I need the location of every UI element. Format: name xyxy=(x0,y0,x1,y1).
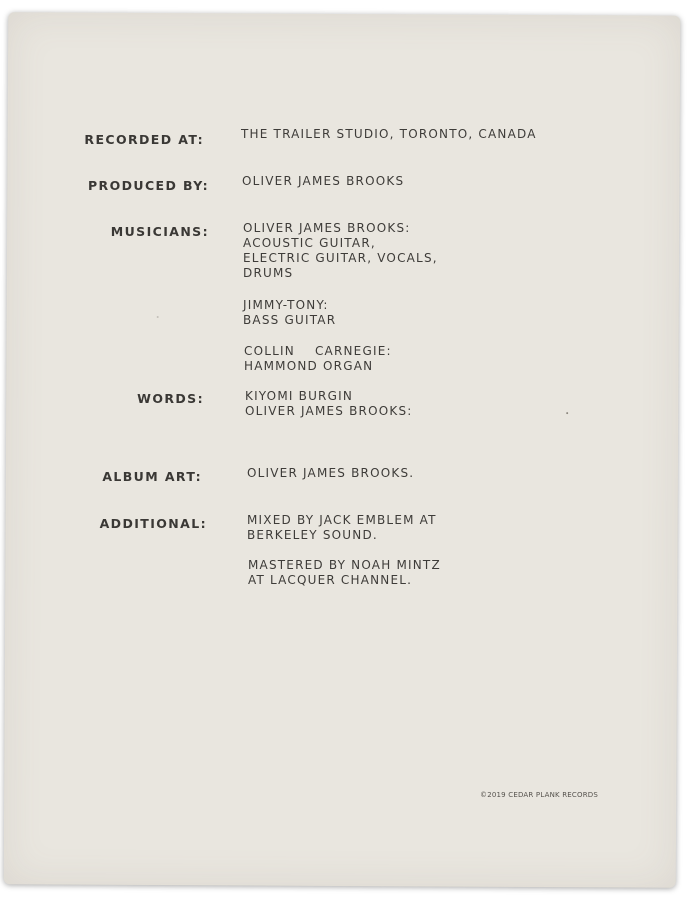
recorded-at-value: THE TRAILER STUDIO, TORONTO, CANADA xyxy=(241,127,537,141)
paper-speck xyxy=(566,412,568,414)
album-art-value: OLIVER JAMES BROOKS. xyxy=(247,466,415,480)
album-art-label: ALBUM ART: xyxy=(102,469,202,484)
musician-line: BASS GUITAR xyxy=(243,313,337,327)
additional-line: BERKELEY SOUND. xyxy=(247,528,378,542)
produced-by-label: PRODUCED BY: xyxy=(88,178,209,193)
additional-line: AT LACQUER CHANNEL. xyxy=(248,573,413,587)
paper-speck xyxy=(157,316,159,318)
musicians-label: MUSICIANS: xyxy=(110,224,209,239)
musician-line: JIMMY-TONY: xyxy=(243,298,329,312)
additional-label: ADDITIONAL: xyxy=(99,516,207,531)
musician-line: ACOUSTIC GUITAR, xyxy=(243,236,376,250)
copyright-footer: ©2019 CEDAR PLANK RECORDS xyxy=(480,791,598,799)
additional-line: MASTERED BY NOAH MINTZ xyxy=(248,558,441,572)
musician-line: DRUMS xyxy=(243,266,294,280)
words-label: WORDS: xyxy=(137,391,204,406)
recorded-at-label: RECORDED AT: xyxy=(84,132,204,147)
musician-line: COLLIN CARNEGIE: xyxy=(244,344,392,358)
musician-line: OLIVER JAMES BROOKS: xyxy=(243,221,411,235)
words-line: KIYOMI BURGIN xyxy=(245,389,354,403)
words-line: OLIVER JAMES BROOKS: xyxy=(245,404,413,418)
produced-by-value: OLIVER JAMES BROOKS xyxy=(242,174,405,188)
musician-line: ELECTRIC GUITAR, VOCALS, xyxy=(243,251,438,265)
musician-line: HAMMOND ORGAN xyxy=(244,359,374,373)
additional-line: MIXED BY JACK EMBLEM AT xyxy=(247,513,437,527)
